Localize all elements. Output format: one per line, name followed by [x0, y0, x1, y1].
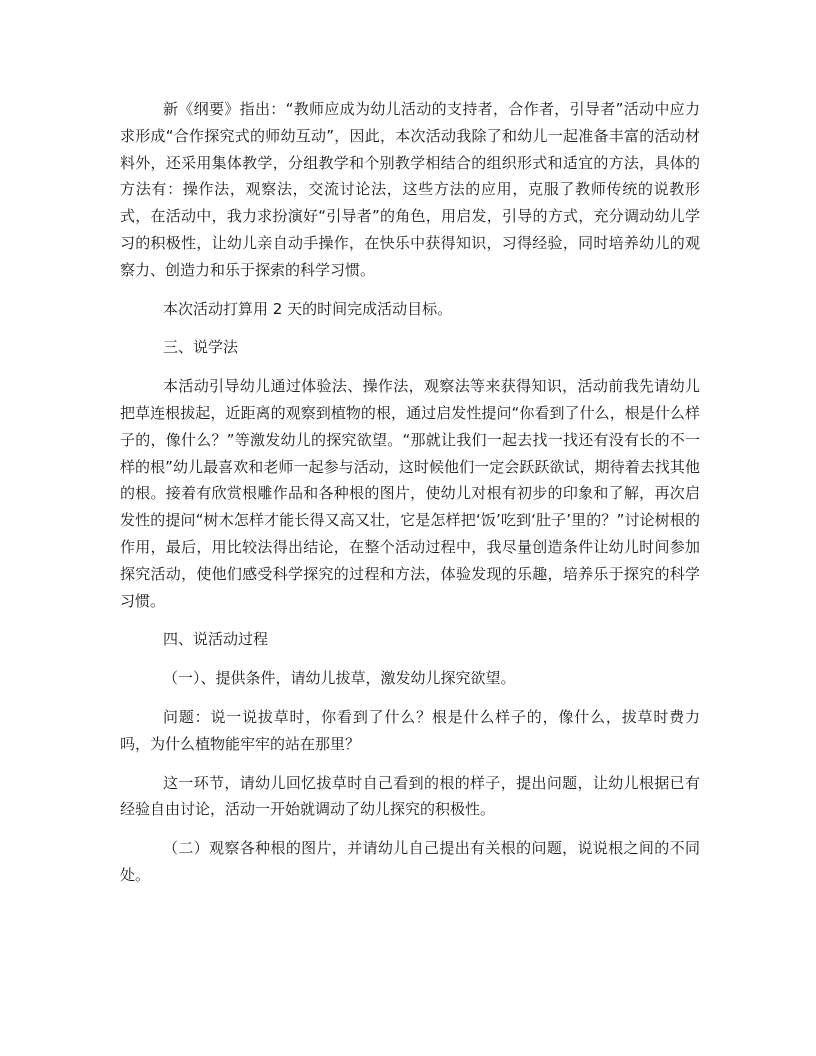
section-heading-activity-process: 四、说活动过程: [163, 630, 269, 649]
paragraph-questions: 问题：说一说拔草时，你看到了什么？根是什么样子的，像什么，拔草时费力吗，为什么植物能牢牢的站在那里？: [120, 707, 700, 753]
subsection-heading-observe-roots: （二）观察各种根的图片，并请幼儿自己提出有关根的问题，说说根之间的不同处。: [120, 839, 700, 884]
paragraph-teaching-methods: 新《纲要》指出：“教师应成为幼儿活动的支持者，合作者，引导者”活动中应力求形成“合作探究式的师幼互动”，因此，本次活动我除了和幼儿一起准备丰富的活动材料外，还采用集体教学，分组教学和个别教学相结合的组织形式和适宜的方法，具体的方法有：操作法，观察法，交流讨论法，这些方法的应用，克服了教师传统的说教形式，在活动中，我力求扮演好“引导者”的角色，用启发，引导的方式，充分调动幼儿学习的积极性，让幼儿亲自动手操作，在快乐中获得知识，习得经验，同时培养幼儿的观察力、创造力和乐于探索的科学习惯。: [120, 100, 700, 279]
paragraph-stage-explanation: 这一环节，请幼儿回忆拔草时自己看到的根的样子，提出问题，让幼儿根据已有经验自由讨论，活动一开始就调动了幼儿探究的积极性。: [120, 773, 700, 819]
document-body: [120, 96, 700, 889]
section-heading-learning-methods: 三、说学法: [163, 338, 239, 357]
paragraph-activity-duration: 本次活动打算用 2 天的时间完成活动目标。: [163, 299, 453, 318]
paragraph-learning-methods: 本活动引导幼儿通过体验法、操作法，观察法等来获得知识，活动前我先请幼儿把草连根拔起，近距离的观察到植物的根，通过启发性提问“你看到了什么，根是什么样子的，像什么？”等激发幼儿的探究欲望。“那就让我们一起去找一找还有没有长的不一样的根”幼儿最喜欢和老师一起参与活动，这时候他们一定会跃跃欲试，期待着去找其他的根。接着有欣赏根雕作品和各种根的图片，使幼儿对根有初步的印象和了解，再次启发性的提问“树木怎样才能长得又高又壮，它是怎样把‘饭’吃到‘肚子’里的？”讨论树根的作用，最后，用比较法得出结论，在整个活动过程中，我尽量创造条件让幼儿时间参加探究活动，使他们感受科学探究的过程和方法，体验发现的乐趣，培养乐于探究的科学习惯。: [120, 377, 700, 610]
subsection-heading-pull-grass: （一）、提供条件，请幼儿拔草，激发幼儿探究欲望。: [163, 669, 516, 688]
